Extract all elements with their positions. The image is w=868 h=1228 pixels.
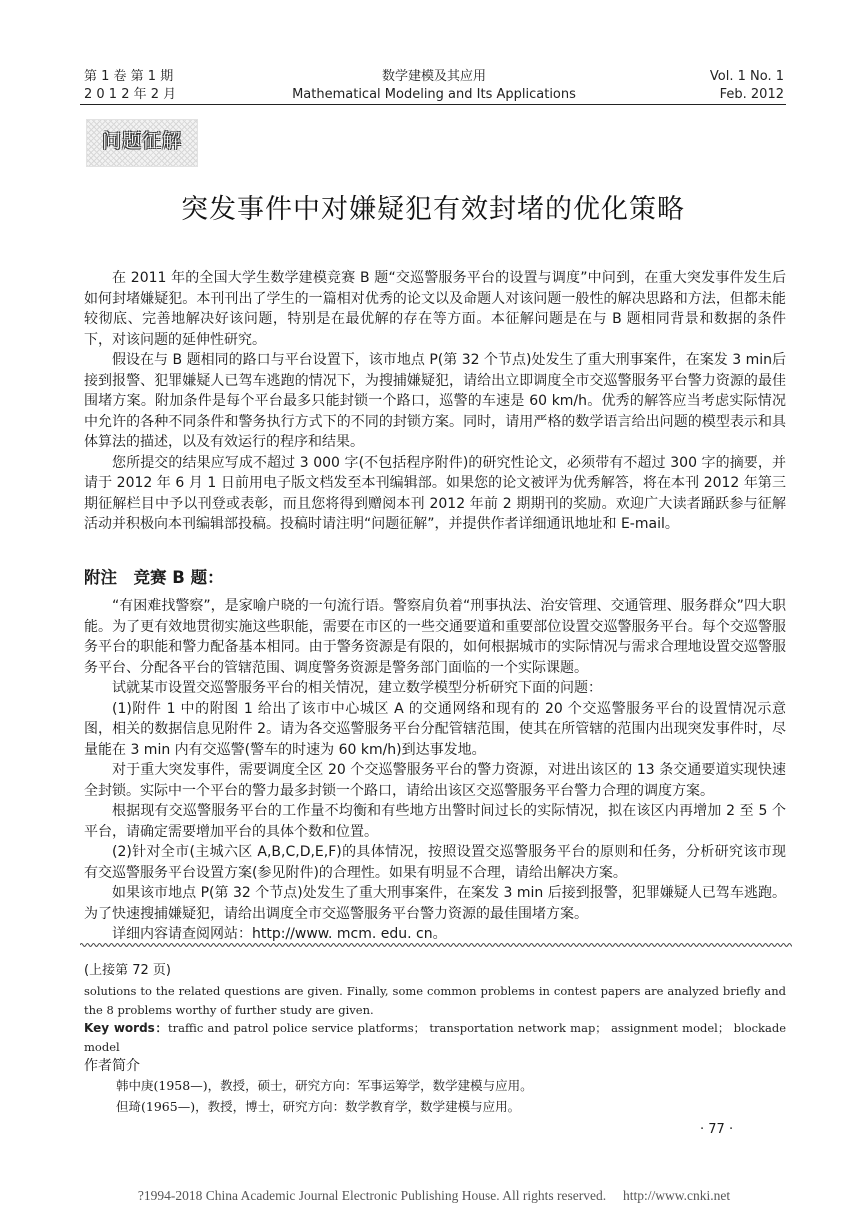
appendix-paragraph: (2)针对全市(主城六区 A,B,C,D,E,F)的具体情况，按照设置交巡警服务平台的原则和任务，分析研究该市现有交巡警服务平台设置方案(参见附件)的合理性。如果有明显不合理，请给出解决方案。 — [84, 844, 786, 881]
column-badge-text: 问题征解 — [101, 130, 182, 152]
appendix-paragraph: 根据现有交巡警服务平台的工作量不均衡和有些地方出警时间过长的实际情况，拟在该区内再增加 2 至 5 个平台，请确定需要增加平台的具体个数和位置。 — [84, 803, 786, 840]
column-badge — [86, 119, 198, 167]
article-title: 突发事件中对嫌疑犯有效封堵的优化策略 — [181, 194, 685, 225]
date-cn: 2 0 1 2 年 2 月 — [84, 87, 177, 102]
intro-section — [84, 268, 786, 535]
appendix-paragraph: 对于重大突发事件，需要调度全区 20 个交巡警服务平台的警力资源，对进出该区的 13 条交通要道实现快速全封锁。实际中一个平台的警力最多封锁一个路口，请给出该区交巡警服务平台警力合理的调度方案。 — [84, 762, 786, 799]
journal-name — [250, 68, 618, 104]
volume-issue-cn: 第 1 卷 第 1 期 — [84, 69, 174, 84]
page-number: · 77 · — [700, 1122, 734, 1137]
continuation-label: (上接第 72 页) — [84, 963, 171, 978]
intro-paragraph: 在 2011 年的全国大学生数学建模竞赛 B 题“交巡警服务平台的设置与调度”中问到，在重大突发事件发生后如何封堵嫌疑犯。本刊刊出了学生的一篇相对优秀的论文以及命题人对该问题一般性的解决思路和方法，但都未能较彻底、完善地解决好该问题，特别是在最优解的存在等方面。本征解问题是在与 B 题相同背景和数据的条件下，对该问题的延伸性研究。 — [84, 270, 786, 348]
keywords-line — [84, 1019, 786, 1056]
header-rule — [80, 104, 786, 105]
appendix-heading: 附注 竞赛 B 题： — [84, 568, 224, 587]
appendix-paragraph: 详细内容请查阅网站：http://www. mcm. edu. cn。 — [112, 926, 447, 942]
appendix-paragraph: 试就某市设置交巡警服务平台的相关情况，建立数学模型分析研究下面的问题： — [112, 680, 602, 696]
author-bio: 但琦(1965—)，教授，博士，研究方向：数学教育学，数学建模与应用。 — [116, 1099, 521, 1114]
appendix-paragraph: (1)附件 1 中的附图 1 给出了该市中心城区 A 的交通网络和现有的 20 个交巡警服务平台的设置情况示意图，相关的数据信息见附件 2。请为各交巡警服务平台分配管辖范围，使其在所管辖的范围内出现突发事件时，尽量能在 3 min 内有交巡警(警车的时速为 60 km/h)到达事发地。 — [84, 700, 786, 758]
continuation-text: solutions to the related questions are given. Finally, some common problems in contest papers are analyzed briefly and the 8 problems worthy of further study are given. — [84, 984, 786, 1017]
author-bio: 韩中庚(1958—)，教授，硕士，研究方向：军事运筹学，数学建模与应用。 — [116, 1078, 533, 1093]
journal-name-cn: 数学建模及其应用 — [381, 69, 486, 84]
journal-volume-en — [710, 68, 784, 104]
wavy-separator — [80, 942, 792, 948]
date-en: Feb. 2012 — [719, 87, 784, 102]
intro-paragraph: 您所提交的结果应写成不超过 3 000 字(不包括程序附件)的研究性论文，必须带有不超过 300 字的摘要，并请于 2012 年 6 月 1 日前用电子版文档发至本刊编辑部。如果您的论文被评为优秀解答，将在本刊 2012 年第三期征解栏目中予以刊登或表彰，而且您将得到赠阅本刊 2012 年前 2 期期刊的奖励。欢迎广大读者踊跃参与征解活动并积极向本刊编辑部投稿。投稿时请注明“问题征解”，并提供作者详细通讯地址和 E-mail。 — [84, 454, 786, 532]
appendix-section — [84, 596, 786, 945]
keywords-label: Key words： — [84, 1021, 169, 1035]
journal-name-en: Mathematical Modeling and Its Applications — [292, 87, 576, 102]
appendix-paragraph: 如果该市地点 P(第 32 个节点)处发生了重大刑事案件，在案发 3 min 后接到报警，犯罪嫌疑人已驾车逃跑。为了快速搜捕嫌疑犯，请给出调度全市交巡警服务平台警力资源的最佳围堵方案。 — [84, 885, 786, 922]
keywords-text: traffic and patrol police service platforms； transportation network map； assignment model； blockade model — [84, 1021, 786, 1054]
copyright-footer: ?1994-2018 China Academic Journal Electronic Publishing House. All rights reserved. http://www.cnki.net — [137, 1188, 731, 1203]
appendix-paragraph: “有困难找警察”，是家喻户晓的一句流行语。警察肩负着“刑事执法、治安管理、交通管理、服务群众”四大职能。为了更有效地贯彻实施这些职能，需要在市区的一些交通要道和重要部位设置交巡警服务平台。每个交巡警服务平台的职能和警力配备基本相同。由于警务资源是有限的，如何根据城市的实际情况与需求合理地设置交巡警服务平台、分配各平台的管辖范围、调度警务资源是警务部门面临的一个实际课题。 — [84, 598, 786, 676]
continuation-block — [84, 982, 786, 1056]
volume-issue-en: Vol. 1 No. 1 — [709, 69, 784, 84]
journal-volume-issue — [84, 68, 176, 104]
author-heading: 作者简介 — [84, 1058, 140, 1074]
intro-paragraph: 假设在与 B 题相同的路口与平台设置下，该市地点 P(第 32 个节点)处发生了重大刑事案件，在案发 3 min后接到报警、犯罪嫌疑人已驾车逃跑的情况下，为搜捕嫌疑犯，请给出立即调度全市交巡警服务平台警力资源的最佳围堵方案。附加条件是每个平台最多只能封锁一个路口，巡警的车速是 60 km/h。优秀的解答应当考虑实际情况中允许的各种不同条件和警务执行方式下的不同的封锁方案。同时，请用严格的数学语言给出问题的模型表示和具体算法的描述，以及有效运行的程序和结果。 — [84, 352, 786, 450]
